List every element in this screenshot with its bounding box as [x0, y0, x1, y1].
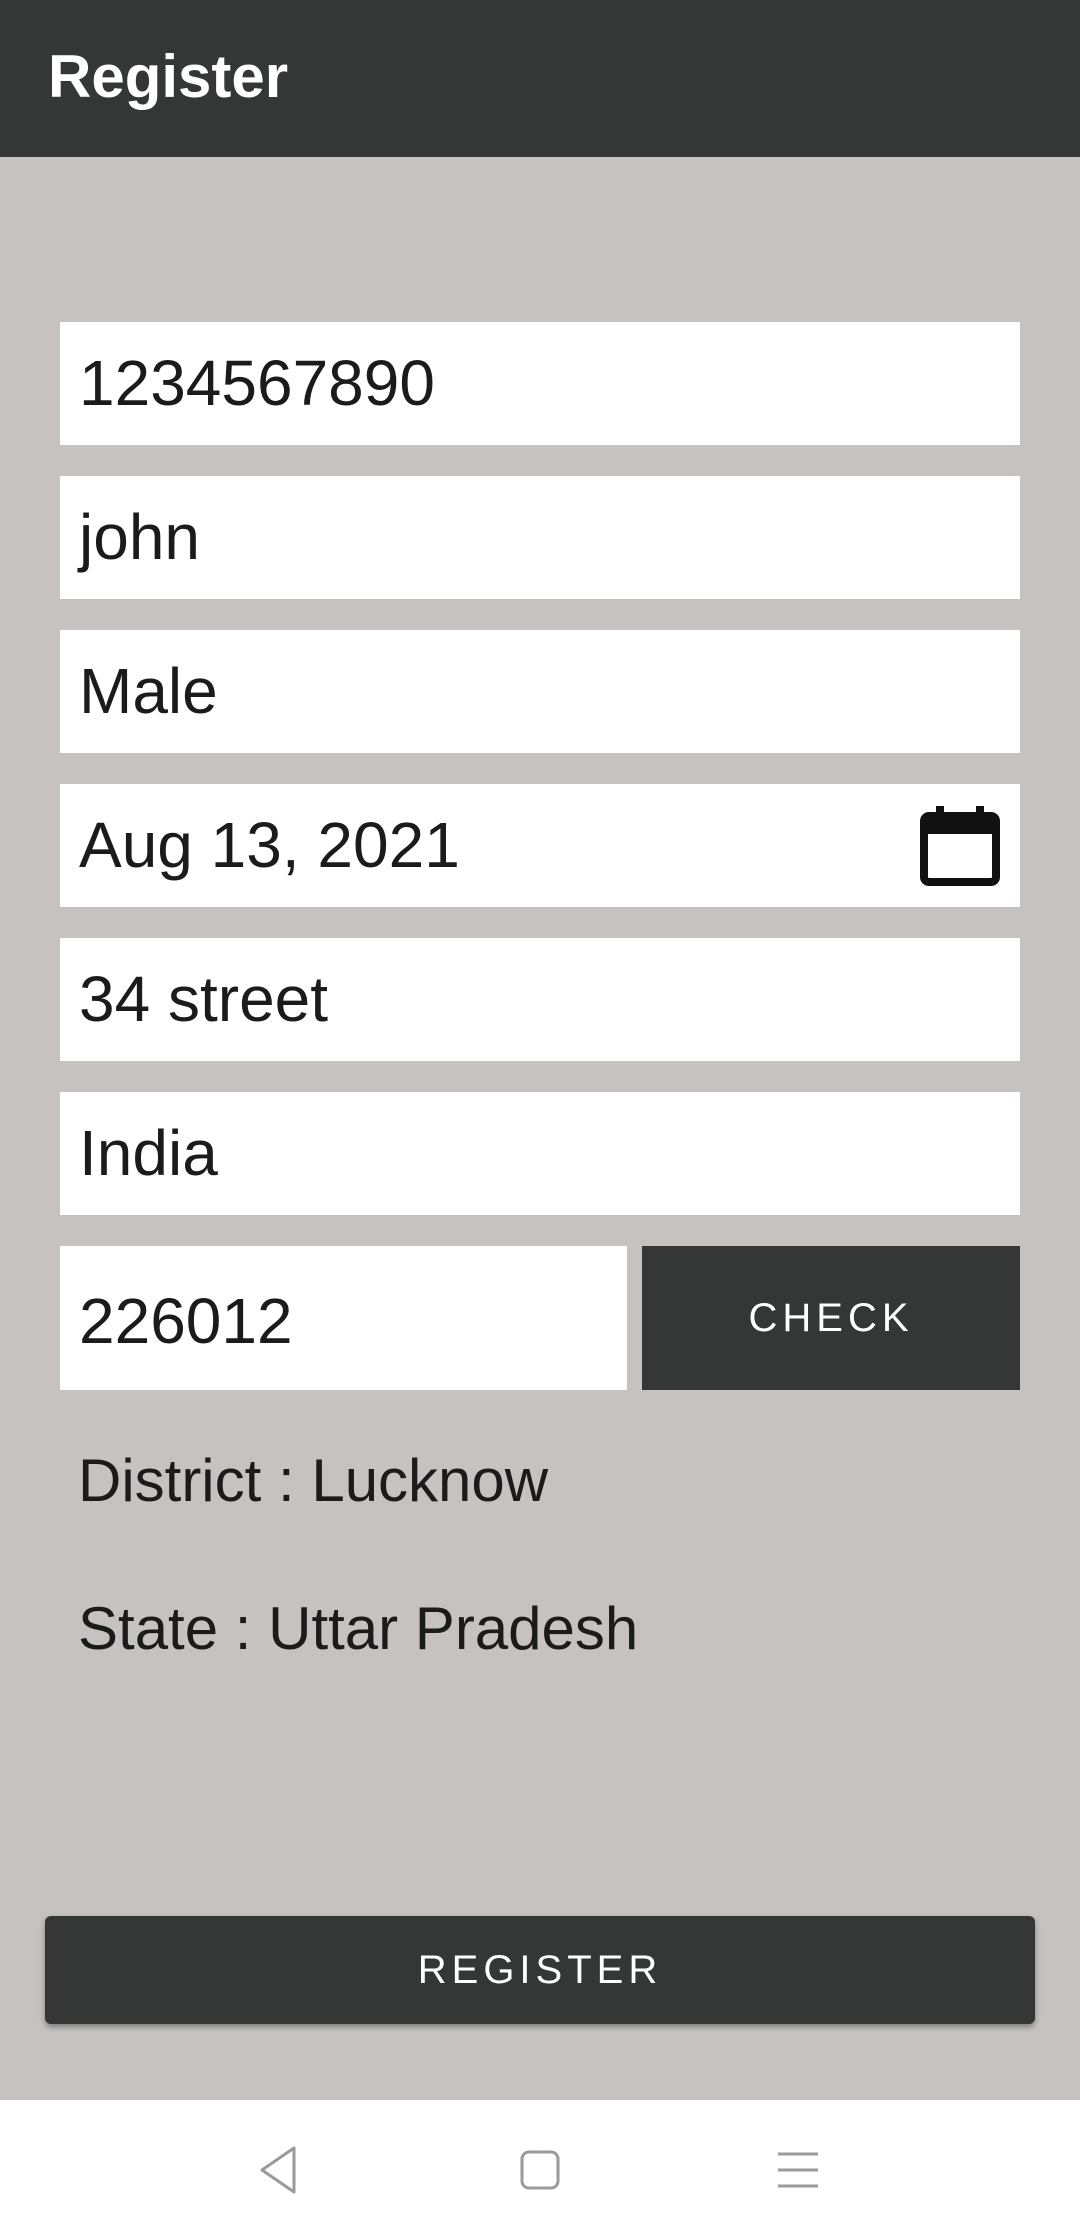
gender-input-value: Male — [79, 655, 218, 727]
district-label: District : Lucknow — [78, 1447, 549, 1514]
pincode-input[interactable] — [60, 1246, 627, 1390]
page-title: Register — [48, 43, 289, 110]
phone-input[interactable] — [60, 322, 1020, 445]
state-label: State : Uttar Pradesh — [78, 1595, 639, 1662]
address-input[interactable] — [60, 938, 1020, 1061]
register-button[interactable]: REGISTER — [45, 1916, 1035, 2024]
country-input-value: India — [79, 1117, 218, 1189]
address-input-value: 34 street — [79, 963, 329, 1035]
date-of-birth-input[interactable] — [60, 784, 1020, 907]
pincode-input-value: 226012 — [79, 1285, 293, 1357]
menu-icon[interactable] — [758, 2130, 838, 2210]
phone-input-value: 1234567890 — [79, 347, 435, 419]
app-bar — [0, 0, 1080, 157]
name-input[interactable] — [60, 476, 1020, 599]
name-input-value: john — [79, 501, 200, 573]
check-button[interactable]: CHECK — [642, 1246, 1020, 1390]
system-navigation-bar — [0, 2100, 1080, 2233]
calendar-icon[interactable] — [920, 804, 1000, 888]
country-input[interactable] — [60, 1092, 1020, 1215]
back-icon[interactable] — [240, 2130, 320, 2210]
home-icon[interactable] — [500, 2130, 580, 2210]
gender-input[interactable] — [60, 630, 1020, 753]
date-of-birth-value: Aug 13, 2021 — [79, 809, 460, 881]
